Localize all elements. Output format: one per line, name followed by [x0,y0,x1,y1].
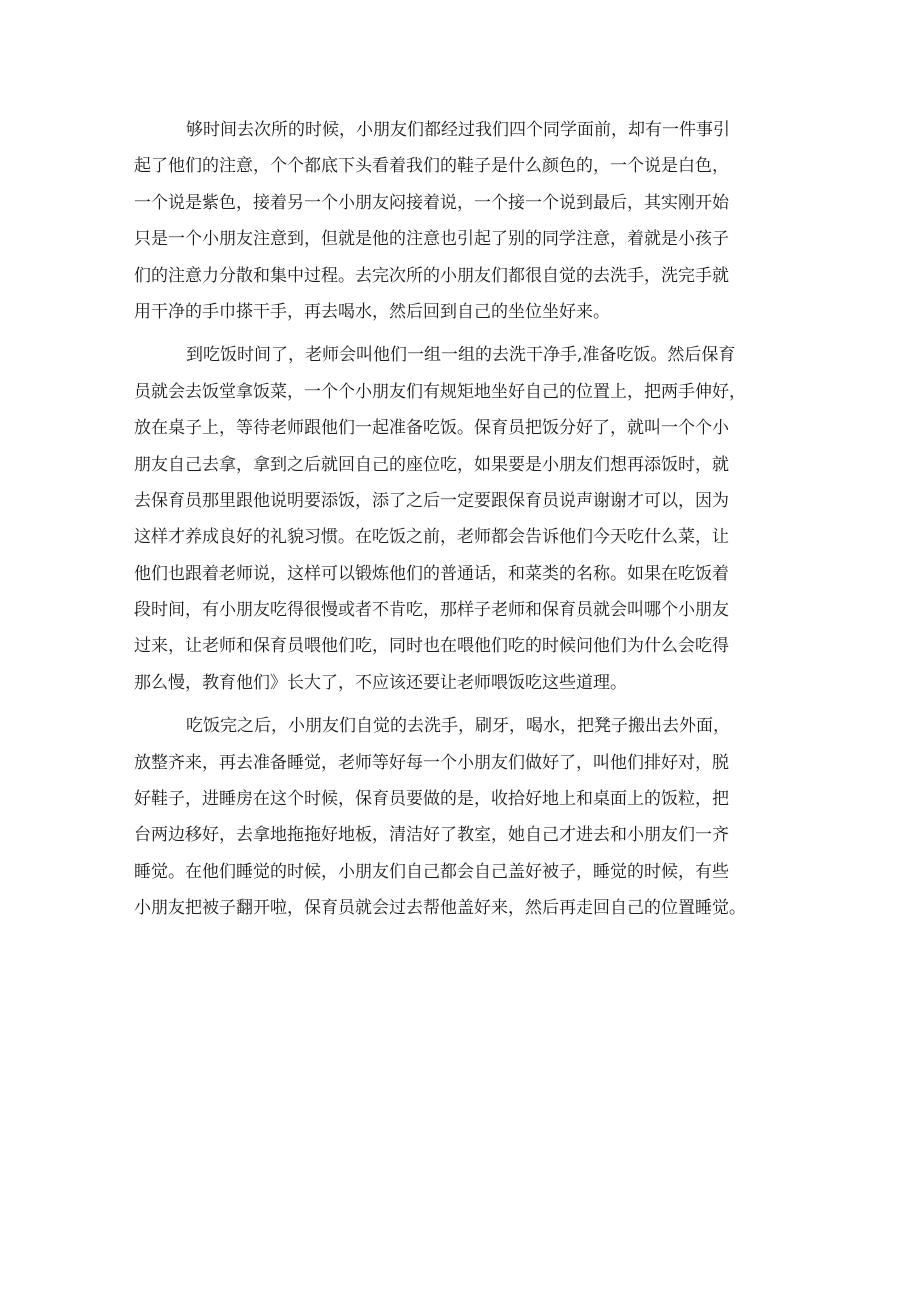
paragraph-3 [134,708,794,926]
text-line: 吃饭完之后，小朋友们自觉的去洗手，刷牙，喝水，把凳子搬出去外面， [186,716,730,737]
text-line: 只是一个小朋友注意到，但就是他的注意也引起了别的同学注意，着就是小孩子 [134,229,729,250]
text-line: 睡觉。在他们睡觉的时候，小朋友们自己都会自己盖好被子，睡觉的时候，有些 [134,861,729,882]
text-line: 段时间，有小朋友吃得很慢或者不肯吃，那样子老师和保育员就会叫哪个小朋友 [134,600,729,621]
paragraph-1 [134,112,794,330]
text-line: 他们也跟着老师说，这样可以锻炼他们的普通话，和菜类的名称。如果在吃饭着 [134,563,729,584]
text-line: 够时间去次所的时候，小朋友们都经过我们四个同学面前，却有一件事引 [186,120,730,140]
text-line: 那么慢，教育他们》长大了，不应该还要让老师喂饭吃这些道理。 [134,672,627,693]
text-line: 们的注意力分散和集中过程。去完次所的小朋友们都很自觉的去洗手，洗完手就 [134,265,729,286]
text-line: 台两边移好，去拿地拖拖好地板，清洁好了教室，她自己才进去和小朋友们一齐 [134,825,729,846]
text-line: 小朋友把被子翻开啦，保育员就会过去帮他盖好来，然后再走回自己的位置睡觉。 [134,898,746,919]
text-line: 朋友自己去拿，拿到之后就回自己的座位吃，如果要是小朋友们想再添饭时，就 [134,454,729,475]
text-line: 放整齐来，再去准备睡觉，老师等好每一个小朋友们做好了，叫他们排好对，脱 [134,752,729,773]
text-line: 好鞋子，进睡房在这个时候，保育员要做的是，收拾好地上和桌面上的饭粒，把 [134,789,729,810]
text-line: 这样才养成良好的礼貌习惯。在吃饭之前，老师都会告诉他们今天吃什么菜，让 [134,527,729,548]
text-line: 过来，让老师和保育员喂他们吃，同时也在喂他们吃的时候问他们为什么会吃得 [134,636,729,657]
text-line: 起了他们的注意，个个都底下头看着我们的鞋子是什么颜色的，一个说是白色， [134,156,729,177]
text-line: 去保育员那里跟他说明要添饭，添了之后一定要跟保育员说声谢谢才可以，因为 [134,490,729,511]
text-line: 用干净的手巾搽干手，再去喝水，然后回到自己的坐位坐好来。 [134,301,610,322]
text-line: 一个说是紫色，接着另一个小朋友闷接着说，一个接一个说到最后，其实刚开始 [134,192,729,213]
body-text [134,112,794,927]
paragraph-2 [134,337,794,701]
text-line: 到吃饭时间了，老师会叫他们一组一组的去洗干净手,准备吃饭。然后保育 [186,345,736,366]
text-line: 员就会去饭堂拿饭菜，一个个小朋友们有规矩地坐好自己的位置上，把两手伸好， [134,381,746,402]
paragraph-spacer [134,330,794,337]
text-line: 放在桌子上，等待老师跟他们一起准备吃饭。保育员把饭分好了，就叫一个个小 [134,418,729,439]
paragraph-spacer [134,701,794,708]
